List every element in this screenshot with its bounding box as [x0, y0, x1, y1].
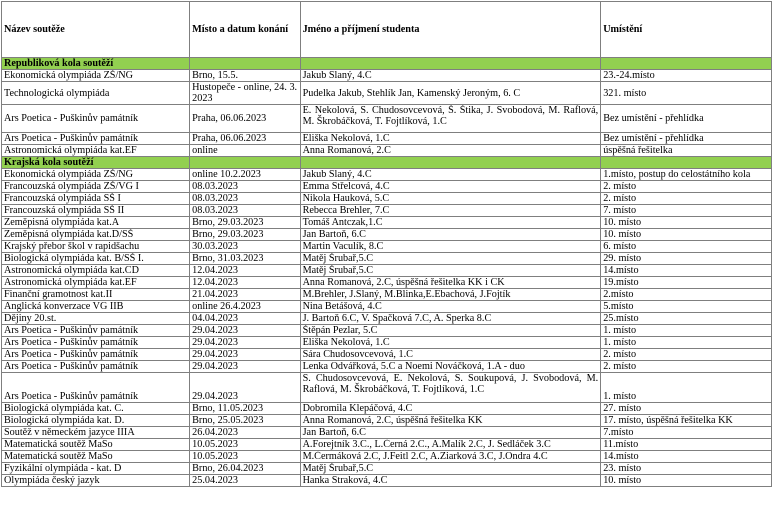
table-row — [2, 253, 772, 265]
cell-student: Jakub Slaný, 4.C — [300, 70, 601, 82]
cell-placement: 23.-24.místo — [601, 70, 772, 82]
cell-student: A.Forejtník 3.C., L.Černá 2.C., A.Malík 2.C, J. Sedláček 3.C — [300, 439, 601, 451]
cell-placement: 6. místo — [601, 241, 772, 253]
cell-competition: Biologická olympiáda kat. C. — [2, 403, 190, 415]
table-row — [2, 241, 772, 253]
table-row — [2, 373, 772, 403]
cell-placement: 17. místo, úspěšná řešitelka KK — [601, 415, 772, 427]
table-row — [2, 403, 772, 415]
cell-student: M.Čermáková 2.C, J.Feitl 2.C, A.Ziarková 3.C, J.Ondra 4.C — [300, 451, 601, 463]
cell-competition: Finanční gramotnost kat.II — [2, 289, 190, 301]
header-placement: Umístění — [601, 2, 772, 58]
cell-competition: Anglická konverzace VG IIB — [2, 301, 190, 313]
cell-student: Anna Romanová, 2.C, úspěšná řešitelka KK — [300, 415, 601, 427]
table-row — [2, 427, 772, 439]
table-row — [2, 451, 772, 463]
table-row — [2, 301, 772, 313]
cell-student: Štěpán Pezlar, 5.C — [300, 325, 601, 337]
cell-placement: 11.místo — [601, 439, 772, 451]
cell-competition: Matematická soutěž MaSo — [2, 451, 190, 463]
cell-place-date: 29.04.2023 — [190, 349, 300, 361]
cell-placement: 7. místo — [601, 205, 772, 217]
cell-competition: Olympiáda český jazyk — [2, 475, 190, 487]
table-row — [2, 313, 772, 325]
cell-place-date: 29.04.2023 — [190, 373, 300, 403]
table-row — [2, 475, 772, 487]
cell-student: Matěj Šrubař,5.C — [300, 253, 601, 265]
cell-place-date: Brno, 11.05.2023 — [190, 403, 300, 415]
cell-place-date: 29.04.2023 — [190, 337, 300, 349]
table-row — [2, 82, 772, 105]
header-row — [2, 2, 772, 58]
cell-place-date: 12.04.2023 — [190, 277, 300, 289]
cell-placement: 1.místo, postup do celostátního kola — [601, 169, 772, 181]
table-row — [2, 181, 772, 193]
cell-student: Martin Vaculík, 8.C — [300, 241, 601, 253]
cell-competition: Fyzikální olympiáda - kat. D — [2, 463, 190, 475]
cell-placement: 1. místo — [601, 337, 772, 349]
cell-place-date: 21.04.2023 — [190, 289, 300, 301]
section-row-republic — [2, 58, 772, 70]
table-row — [2, 277, 772, 289]
cell-student: Eliška Nekolová, 1.C — [300, 337, 601, 349]
cell-competition: Technologická olympiáda — [2, 82, 190, 105]
cell-place-date: 04.04.2023 — [190, 313, 300, 325]
cell-competition: Francouzská olympiáda SŠ I — [2, 193, 190, 205]
cell-student: Nina Betášová, 4.C — [300, 301, 601, 313]
cell-competition: Ars Poetica - Puškinův památník — [2, 337, 190, 349]
cell-student: Pudelka Jakub, Stehlík Jan, Kamenský Jeroným, 6. C — [300, 82, 601, 105]
cell-place-date: 12.04.2023 — [190, 265, 300, 277]
cell-competition: Biologická olympiáda kat. D. — [2, 415, 190, 427]
cell-place-date: 29.04.2023 — [190, 361, 300, 373]
table-row — [2, 349, 772, 361]
cell-competition: Astronomická olympiáda kat.EF — [2, 145, 190, 157]
cell-student: Sára Chudosovcevová, 1.C — [300, 349, 601, 361]
cell-place-date: online — [190, 145, 300, 157]
table-row — [2, 463, 772, 475]
table-row — [2, 439, 772, 451]
table-row — [2, 325, 772, 337]
cell-place-date: 26.04.2023 — [190, 427, 300, 439]
cell-student: Jakub Slaný, 4.C — [300, 169, 601, 181]
table-row — [2, 193, 772, 205]
cell-student: Matěj Šrubař,5.C — [300, 265, 601, 277]
cell-place-date: 29.04.2023 — [190, 325, 300, 337]
cell-placement: 10. místo — [601, 229, 772, 241]
cell-placement: 14.místo — [601, 451, 772, 463]
cell-place-date: 08.03.2023 — [190, 205, 300, 217]
cell-competition: Ars Poetica - Puškinův památník — [2, 133, 190, 145]
cell-competition: Zeměpisná olympiáda kat.D/SŠ — [2, 229, 190, 241]
section-title-regional: Krajská kola soutěží — [2, 157, 190, 169]
section-title-republic: Republiková kola soutěží — [2, 58, 190, 70]
cell-competition: Francouzská olympiáda ZŠ/VG I — [2, 181, 190, 193]
cell-place-date: Brno, 26.04.2023 — [190, 463, 300, 475]
cell-place-date: Praha, 06.06.2023 — [190, 105, 300, 133]
cell-placement: 1. místo — [601, 373, 772, 403]
cell-competition: Soutěž v německém jazyce IIIA — [2, 427, 190, 439]
cell-placement: 321. místo — [601, 82, 772, 105]
cell-placement: 2. místo — [601, 349, 772, 361]
cell-competition: Ekonomická olympiáda ZŠ/NG — [2, 70, 190, 82]
cell-placement: 19.místo — [601, 277, 772, 289]
cell-place-date: 30.03.2023 — [190, 241, 300, 253]
header-student: Jméno a příjmení studenta — [300, 2, 601, 58]
cell-student: J. Bartoň 6.C, V. Spačková 7.C, A. Sperka 8.C — [300, 313, 601, 325]
cell-competition: Ars Poetica - Puškinův památník — [2, 105, 190, 133]
cell-student: E. Nekolová, S. Chudosovcevová, Š. Štika, J. Svobodová, M. Raflová, M. Škrobáčková, T. Fojtlíková, 1.C — [300, 105, 601, 133]
cell-place-date: 08.03.2023 — [190, 181, 300, 193]
results-table — [1, 1, 772, 487]
cell-placement: 7.místo — [601, 427, 772, 439]
cell-student: Hanka Straková, 4.C — [300, 475, 601, 487]
cell-place-date: 08.03.2023 — [190, 193, 300, 205]
cell-placement: 2.místo — [601, 289, 772, 301]
cell-place-date: Brno, 29.03.2023 — [190, 229, 300, 241]
cell-placement: úspěšná řešitelka — [601, 145, 772, 157]
cell-place-date: Praha, 06.06.2023 — [190, 133, 300, 145]
cell-place-date: Brno, 29.03.2023 — [190, 217, 300, 229]
table-row — [2, 361, 772, 373]
cell-placement: Bez umístění - přehlídka — [601, 105, 772, 133]
cell-student: Anna Romanová, 2.C — [300, 145, 601, 157]
cell-place-date: Brno, 25.05.2023 — [190, 415, 300, 427]
cell-competition: Biologická olympiáda kat. B/SŠ I. — [2, 253, 190, 265]
cell-student: Anna Romanová, 2.C, úspěšná řešitelka KK i CK — [300, 277, 601, 289]
table-row — [2, 217, 772, 229]
cell-student: Matěj Šrubař,5.C — [300, 463, 601, 475]
cell-place-date: Brno, 15.5. — [190, 70, 300, 82]
cell-competition: Francouzská olympiáda SŠ II — [2, 205, 190, 217]
cell-competition: Astronomická olympiáda kat.EF — [2, 277, 190, 289]
cell-student: Jan Bartoň, 6.C — [300, 427, 601, 439]
cell-place-date: 25.04.2023 — [190, 475, 300, 487]
table-row — [2, 265, 772, 277]
section-row-regional — [2, 157, 772, 169]
cell-competition: Ars Poetica - Puškinův památník — [2, 361, 190, 373]
cell-placement: 10. místo — [601, 217, 772, 229]
cell-student: Lenka Odvářková, 5.C a Noemi Nováčková, 1.A - duo — [300, 361, 601, 373]
cell-placement: 1. místo — [601, 325, 772, 337]
cell-placement: 23. místo — [601, 463, 772, 475]
cell-placement: 25.místo — [601, 313, 772, 325]
cell-student: Nikola Hauková, 5.C — [300, 193, 601, 205]
regional-rows — [2, 169, 772, 487]
cell-competition: Ars Poetica - Puškinův památník — [2, 349, 190, 361]
cell-competition: Ars Poetica - Puškinův památník — [2, 373, 190, 403]
cell-placement: 5.místo — [601, 301, 772, 313]
table-row — [2, 229, 772, 241]
cell-placement: 14.místo — [601, 265, 772, 277]
cell-place-date: Hustopeče - online, 24. 3. 2023 — [190, 82, 300, 105]
header-competition: Název soutěže — [2, 2, 190, 58]
cell-competition: Matematická soutěž MaSo — [2, 439, 190, 451]
table-row — [2, 415, 772, 427]
table-row — [2, 337, 772, 349]
cell-placement: 2. místo — [601, 361, 772, 373]
cell-placement: 27. místo — [601, 403, 772, 415]
cell-placement: Bez umístění - přehlídka — [601, 133, 772, 145]
cell-placement: 2. místo — [601, 193, 772, 205]
cell-competition: Dějiny 20.st. — [2, 313, 190, 325]
table-row — [2, 205, 772, 217]
cell-competition: Ekonomická olympiáda ZŠ/NG — [2, 169, 190, 181]
cell-student: M.Brehler, J.Slaný, M.Blinka,E.Ebachová, J.Fojtík — [300, 289, 601, 301]
cell-student: Tomáš Antczak,1.C — [300, 217, 601, 229]
cell-student: Dobromila Klepáčová, 4.C — [300, 403, 601, 415]
cell-competition: Astronomická olympiáda kat.CD — [2, 265, 190, 277]
cell-student: Rebecca Brehler, 7.C — [300, 205, 601, 217]
cell-competition: Krajský přebor škol v rapidšachu — [2, 241, 190, 253]
cell-placement: 2. místo — [601, 181, 772, 193]
results-sheet — [1, 1, 772, 487]
table-row — [2, 169, 772, 181]
header-place-date: Místo a datum konání — [190, 2, 300, 58]
cell-student: Emma Střelcová, 4.C — [300, 181, 601, 193]
table-row — [2, 289, 772, 301]
cell-place-date: 10.05.2023 — [190, 439, 300, 451]
table-row — [2, 133, 772, 145]
cell-place-date: online 26.4.2023 — [190, 301, 300, 313]
cell-student: S. Chudosovcevová, E. Nekolová, S. Soukupová, J. Svobodová, M. Raflová, M. Škrobáčková, T. Fojtlíková, 1.C — [300, 373, 601, 403]
cell-place-date: Brno, 31.03.2023 — [190, 253, 300, 265]
cell-place-date: online 10.2.2023 — [190, 169, 300, 181]
table-row — [2, 70, 772, 82]
cell-place-date: 10.05.2023 — [190, 451, 300, 463]
cell-placement: 29. místo — [601, 253, 772, 265]
cell-competition: Ars Poetica - Puškinův památník — [2, 325, 190, 337]
cell-competition: Zeměpisná olympiáda kat.A — [2, 217, 190, 229]
table-row — [2, 105, 772, 133]
cell-placement: 10. místo — [601, 475, 772, 487]
cell-student: Eliška Nekolová, 1.C — [300, 133, 601, 145]
cell-student: Jan Bartoň, 6.C — [300, 229, 601, 241]
table-row — [2, 145, 772, 157]
